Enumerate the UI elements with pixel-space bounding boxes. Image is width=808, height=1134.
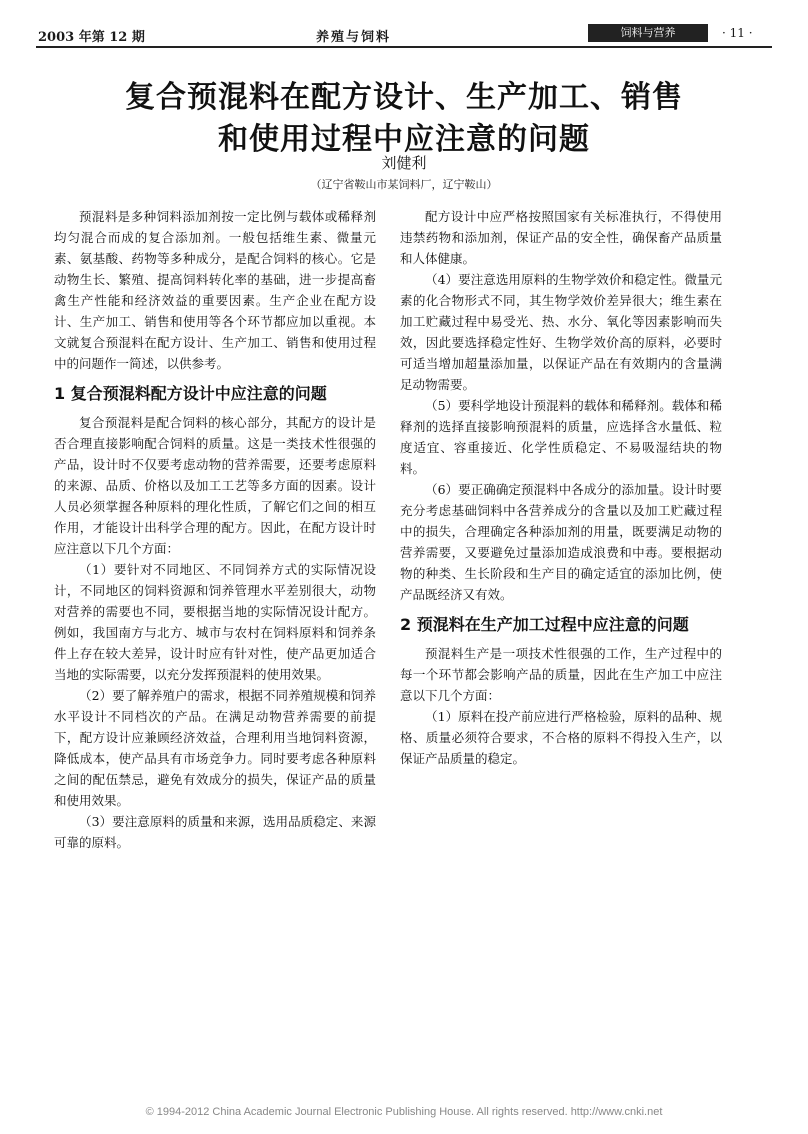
body-paragraph: （2）要了解养殖户的需求，根据不同养殖规模和饲养水平设计不同档次的产品。在满足动物营养需要的前提下，配方设计应兼顾经济效益，合理利用当地饲料资源，降低成本，使产品具有市场竞争力。同时要考虑各种原料之间的配伍禁忌，避免有效成分的损失，保证产品的质量和使用效果。 <box>54 688 376 808</box>
page-number: · 11 · <box>722 26 753 40</box>
intro-paragraph: 预混料是多种饲料添加剂按一定比例与载体或稀释剂均匀混合而成的复合添加剂。一般包括维生素、微量元素、氨基酸、药物等多种成分，是配合饲料的核心。它是动物生长、繁殖、提高饲料转化率的基础，进一步提高畜禽生产性能和经济效益的重要因素。生产企业在配方设计、生产加工、销售和使用等各个环节都应加以重视。本文就复合预混料在配方设计、生产加工、销售和使用过程中的问题作一简述，以供参考。 <box>54 209 376 371</box>
body-paragraph: （1）要针对不同地区、不同饲养方式的实际情况设计，不同地区的饲料资源和饲养管理水平差别很大，动物对营养的需要也不同，要根据当地的实际情况设计配方。例如，我国南方与北方、城市与农村在饲料原料和饲养条件上存在较大差异，设计时应有针对性，使产品更加适合当地的实际需要，以充分发挥预混料的使用效果。 <box>54 562 376 682</box>
author-name: 刘健利 <box>381 154 427 172</box>
section-heading-2: 2 预混料在生产加工过程中应注意的问题 <box>400 615 689 634</box>
right-column <box>400 206 722 769</box>
body-paragraph: 配方设计中应严格按照国家有关标准执行，不得使用违禁药物和添加剂，保证产品的安全性，确保畜产品质量和人体健康。 <box>400 209 722 266</box>
page-header <box>36 24 772 48</box>
article-title-line-1: 复合预混料在配方设计、生产加工、销售 <box>125 80 683 115</box>
body-paragraph: 预混料生产是一项技术性很强的工作，生产过程中的每一个环节都会影响产品的质量，因此在生产加工中应注意以下几个方面： <box>400 646 722 703</box>
copyright-footer: © 1994-2012 China Academic Journal Electronic Publishing House. All rights reserved. http://www.cnki.net <box>145 1106 663 1118</box>
body-paragraph: （4）要注意选用原料的生物学效价和稳定性。微量元素的化合物形式不同，其生物学效价差异很大；维生素在加工贮藏过程中易受光、热、水分、氧化等因素影响而失效，因此要选择稳定性好、生物学效价高的原料，必要时可适当增加超量添加量，以保证产品在有效期内的含量满足动物需要。 <box>400 272 722 392</box>
body-paragraph: （6）要正确确定预混料中各成分的添加量。设计时要充分考虑基础饲料中各营养成分的含量以及加工贮藏过程中的损失，合理确定各种添加剂的用量，既要满足动物的营养需要，又要避免过量添加造成浪费和中毒。要根据动物的种类、生长阶段和生产目的确定适宜的添加比例，使产品既经济又有效。 <box>400 482 722 602</box>
section-label: 饲料与营养 <box>588 24 708 42</box>
body-paragraph: （3）要注意原料的质量和来源，选用品质稳定、来源可靠的原料。 <box>54 814 376 850</box>
section-heading-1: 1 复合预混料配方设计中应注意的问题 <box>54 384 327 403</box>
body-paragraph: 复合预混料是配合饲料的核心部分，其配方的设计是否合理直接影响配合饲料的质量。这是一类技术性很强的产品，设计时不仅要考虑动物的营养需要，还要考虑原料的来源、品质、价格以及加工工艺等多方面的因素。设计人员必须掌握各种原料的理化性质，了解它们之间的相互作用，才能设计出科学合理的配方。因此，在配方设计时应注意以下几个方面： <box>54 415 376 556</box>
journal-name: 养殖与饲料 <box>316 30 392 45</box>
left-column <box>54 206 376 853</box>
body-paragraph: （5）要科学地设计预混料的载体和稀释剂。载体和稀释剂的选择直接影响预混料的质量，应选择含水量低、粒度适宜、容重接近、化学性质稳定、不易吸湿结块的物料。 <box>400 398 722 476</box>
body-paragraph: （1）原料在投产前应进行严格检验，原料的品种、规格、质量必须符合要求，不合格的原料不得投入生产，以保证产品质量的稳定。 <box>400 709 722 766</box>
author-affiliation: （辽宁省鞍山市某饲料厂，辽宁鞍山） <box>310 178 498 191</box>
article-title-line-2: 和使用过程中应注意的问题 <box>218 122 590 157</box>
issue-number: 2003 年第 12 期 <box>38 30 145 45</box>
